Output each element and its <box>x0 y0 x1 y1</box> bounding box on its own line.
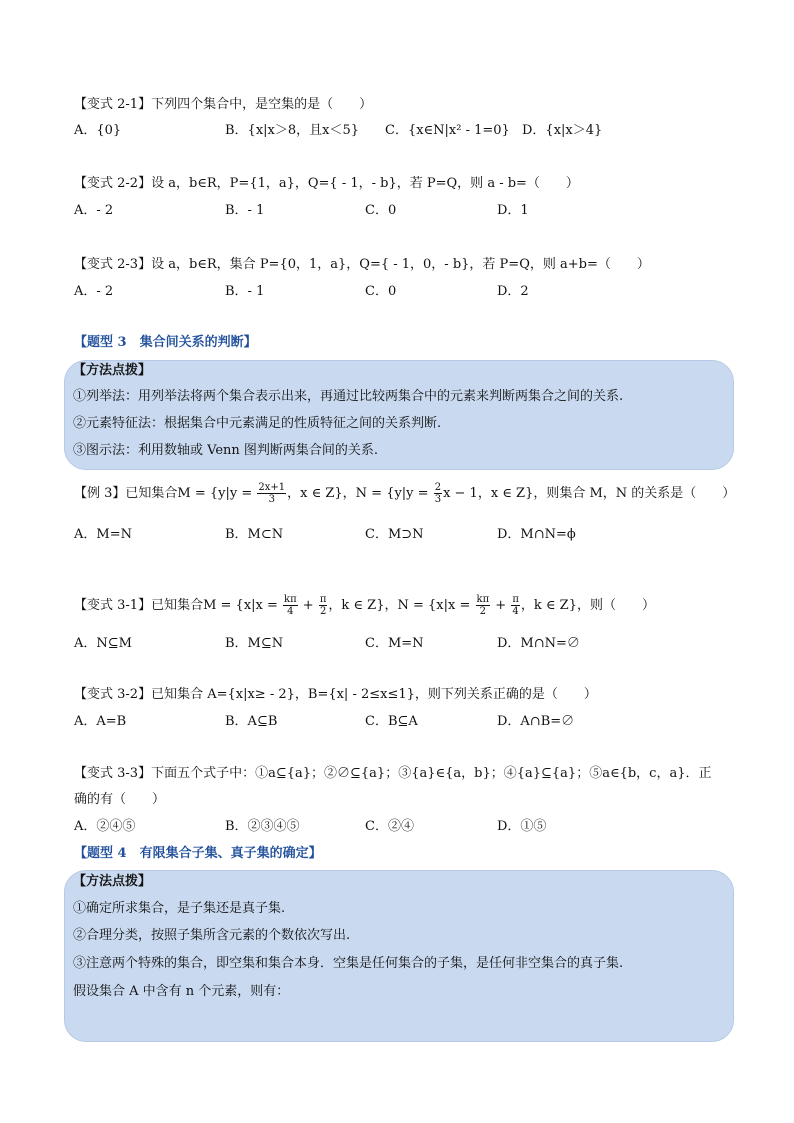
question-3-1-set-n-denominator-1: 2 <box>479 606 487 617</box>
section-4-method-box <box>64 870 734 1042</box>
question-3-1-set-m-plus: + <box>298 598 318 613</box>
question-2-2-option-b: B．- 1 <box>225 203 265 218</box>
example-3-suffix: ，则集合 M，N 的关系是（ ） <box>533 486 736 501</box>
example-3-prefix: 【例 3】已知集合 <box>74 486 178 501</box>
question-2-3-stem: 【变式 2-3】设 a，b∈R，集合 P={0，1，a}，Q={ - 1，0，- b}，若 P=Q，则 a+b=（ ） <box>74 257 650 272</box>
section-4-method-line-3: ③注意两个特殊的集合，即空集和集合本身．空集是任何集合的子集，是任何非空集合的真子集. <box>73 956 624 971</box>
question-3-3-stem-line-1: 【变式 3-3】下面五个式子中：①a⊆{a}；②∅⊆{a}；③{a}∈{a，b}；④{a}⊆{a}；⑤a∈{b，c，a}．正 <box>74 766 712 781</box>
question-3-1-set-n-fraction-1 <box>476 594 491 617</box>
question-2-1-option-b: B．{x|x＞8，且x＜5} <box>225 123 360 138</box>
example-3-set-m-denominator: 3 <box>268 494 275 505</box>
question-3-2-option-c: C．B⊆A <box>365 714 418 729</box>
question-3-2-stem: 【变式 3-2】已知集合 A={x|x≥ - 2}，B={x| - 2≤x≤1}，则下列关系正确的是（ ） <box>74 687 597 702</box>
question-3-1-stem <box>74 594 655 617</box>
question-2-1-option-c: C．{x∈N|x² - 1=0} <box>385 123 510 138</box>
question-3-3-option-a: A．②④⑤ <box>74 819 136 834</box>
section-3-title: 【题型 3 集合间关系的判断】 <box>74 335 257 350</box>
question-3-1-set-m-numerator-1: kπ <box>284 594 297 605</box>
question-3-2-option-a: A．A=B <box>74 714 127 729</box>
question-3-1-set-m-fraction-2 <box>319 594 328 617</box>
question-2-3-option-c: C．0 <box>365 284 397 299</box>
question-3-1-option-d: D．M∩N=∅ <box>497 636 580 651</box>
question-3-1-set-n-plus: + <box>491 598 511 613</box>
example-3-stem <box>74 482 735 505</box>
question-3-1-set-n-denominator-2: 4 <box>512 606 519 617</box>
example-3-set-m-numerator: 2x+1 <box>258 482 286 493</box>
question-2-1-option-d: D．{x|x＞4} <box>522 123 603 138</box>
example-3-set-m-fraction <box>257 482 286 505</box>
question-3-1-suffix: ，则（ ） <box>576 598 655 613</box>
question-3-1-set-m-numerator-2: π <box>319 594 327 605</box>
question-3-1-set-m-denominator-1: 4 <box>287 606 294 617</box>
question-3-1-option-c: C．M=N <box>365 636 424 651</box>
question-3-3-option-b: B．②③④⑤ <box>225 819 300 834</box>
example-3-set-n-pre: N = {y|y = <box>355 486 433 501</box>
question-3-1-set-n-pre: N = {x|x = <box>397 598 475 613</box>
question-3-1-set-n-fraction-2 <box>511 594 520 617</box>
example-3-option-d: D．M∩N=ϕ <box>497 527 576 542</box>
example-3-option-b: B．M⊂N <box>225 527 284 542</box>
question-3-1-set-n-numerator-2: π <box>512 594 519 605</box>
section-4-method-line-4: 假设集合 A 中含有 n 个元素，则有： <box>73 984 290 999</box>
question-3-1-set-n-numerator-1: kπ <box>476 594 490 605</box>
question-3-3-option-d: D．①⑤ <box>497 819 547 834</box>
section-4-method-head: 【方法点拨】 <box>73 874 152 889</box>
section-4-method-line-2: ②合理分类，按照子集所含元素的个数依次写出. <box>73 928 351 943</box>
question-3-1-set-m-post: ，k ∈ Z}， <box>328 598 398 613</box>
question-2-3-option-b: B．- 1 <box>225 284 265 299</box>
example-3-set-n-denominator: 3 <box>434 494 442 505</box>
example-3-set-m-pre: M = {y|y = <box>177 486 257 501</box>
question-2-2-stem: 【变式 2-2】设 a，b∈R，P={1，a}，Q={ - 1，- b}，若 P=Q，则 a - b=（ ） <box>74 176 579 191</box>
question-2-2-option-a: A．- 2 <box>74 203 114 218</box>
question-3-2-option-d: D．A∩B=∅ <box>497 714 575 729</box>
question-3-1-set-m-denominator-2: 2 <box>319 606 327 617</box>
question-3-1-option-b: B．M⊆N <box>225 636 284 651</box>
section-3-method-line-3: ③图示法：利用数轴或 Venn 图判断两集合间的关系. <box>73 443 379 458</box>
section-3-method-line-2: ②元素特征法：根据集合中元素满足的性质特征之间的关系判断. <box>73 416 442 431</box>
section-4-method-line-1: ①确定所求集合，是子集还是真子集. <box>73 901 286 916</box>
question-3-3-stem-line-2: 确的有（ ） <box>74 792 166 807</box>
question-2-2-option-d: D．1 <box>497 203 529 218</box>
question-3-1-set-n-post: ，k ∈ Z} <box>520 598 577 613</box>
section-3-method-box <box>64 360 734 470</box>
question-3-3-option-c: C．②④ <box>365 819 414 834</box>
example-3-option-c: C．M⊃N <box>365 527 424 542</box>
question-2-1-option-a: A．{0} <box>74 123 122 138</box>
example-3-set-n-post: x − 1，x ∈ Z} <box>443 486 534 501</box>
example-3-set-m-post: ，x ∈ Z}， <box>287 486 356 501</box>
question-2-2-option-c: C．0 <box>365 203 397 218</box>
question-2-3-option-a: A．- 2 <box>74 284 114 299</box>
question-3-1-prefix: 【变式 3-1】已知集合 <box>74 598 204 613</box>
section-4-title: 【题型 4 有限集合子集、真子集的确定】 <box>74 846 322 861</box>
question-3-1-set-m-pre: M = {x|x = <box>203 598 283 613</box>
section-3-method-line-1: ①列举法：用列举法将两个集合表示出来，再通过比较两集合中的元素来判断两集合之间的关系. <box>73 389 624 404</box>
example-3-set-n-numerator: 2 <box>434 482 442 493</box>
example-3-set-n-fraction <box>434 482 442 505</box>
question-3-2-option-b: B．A⊆B <box>225 714 278 729</box>
section-3-method-head: 【方法点拨】 <box>73 363 152 378</box>
question-3-1-option-a: A．N⊆M <box>74 636 132 651</box>
example-3-option-a: A．M=N <box>74 527 132 542</box>
question-2-3-option-d: D．2 <box>497 284 529 299</box>
question-3-1-set-m-fraction-1 <box>283 594 298 617</box>
question-2-1-stem: 【变式 2-1】下列四个集合中，是空集的是（ ） <box>74 97 373 112</box>
